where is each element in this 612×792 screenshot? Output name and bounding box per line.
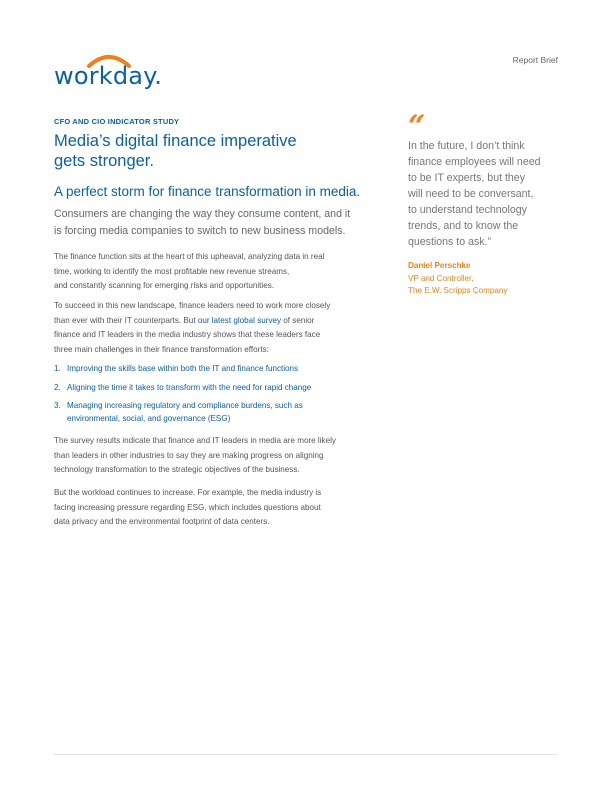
quote-line: trends, and to know the bbox=[408, 220, 519, 232]
quote-line: finance employees will need bbox=[408, 156, 541, 168]
body-paragraph-3 bbox=[54, 434, 384, 478]
list-number: 1. bbox=[54, 364, 61, 373]
author-name: Daniel Perschke bbox=[408, 261, 471, 270]
lead-paragraph bbox=[54, 206, 394, 239]
list-number: 3. bbox=[54, 401, 61, 410]
paragraph-line: than leaders in other industries to say they are making progress on aligning bbox=[54, 450, 324, 460]
list-item-text bbox=[67, 382, 394, 395]
title-line: Media’s digital finance imperative bbox=[54, 132, 297, 150]
page-title bbox=[54, 131, 344, 171]
paragraph-line: The finance function sits at the heart of this upheaval, analyzing data in real bbox=[54, 252, 325, 261]
title-line: gets stronger. bbox=[54, 152, 154, 170]
section-subhead: A perfect storm for finance transformation in media. bbox=[54, 184, 361, 199]
author-company: The E.W. Scripps Company bbox=[408, 286, 508, 295]
quote-line: In the future, I don’t think bbox=[408, 140, 525, 152]
list-item-line: environmental, social, and governance (ESG) bbox=[67, 413, 231, 423]
list-item-line: Aligning the time it takes to transform with the need for rapid change bbox=[67, 382, 312, 392]
lead-line: Consumers are changing the way they consume content, and it bbox=[54, 208, 351, 220]
quote-line: questions to ask.” bbox=[408, 236, 492, 248]
list-item bbox=[54, 400, 394, 425]
quote-attribution bbox=[408, 260, 507, 298]
paragraph-line: three main challenges in their finance transformation efforts: bbox=[54, 344, 269, 354]
paragraph-line: The survey results indicate that finance and IT leaders in media are more likely bbox=[54, 436, 336, 445]
paragraph-line: facing increasing pressure regarding ESG, which includes questions about bbox=[54, 502, 321, 512]
paragraph-line: finance and IT leaders in the media industry shows that these leaders face bbox=[54, 330, 321, 339]
logo-wordmark: workday. bbox=[54, 62, 163, 90]
quote-mark-icon: “ bbox=[408, 109, 426, 144]
paragraph-line bbox=[54, 314, 384, 329]
list-item-text bbox=[67, 363, 394, 376]
workday-logo bbox=[54, 52, 164, 92]
author-role: VP and Controller, bbox=[408, 273, 474, 283]
list-number: 2. bbox=[54, 382, 61, 392]
document-type-label: Report Brief bbox=[512, 55, 558, 65]
quote-line: to be IT experts, but they bbox=[408, 172, 525, 184]
pull-quote bbox=[408, 138, 568, 250]
list-item bbox=[54, 382, 394, 395]
paragraph-line: But the workload continues to increase. For example, the media industry is bbox=[54, 488, 322, 497]
paragraph-line: and constantly scanning for emerging risks and opportunities. bbox=[54, 281, 275, 290]
footer-divider bbox=[54, 754, 558, 755]
list-item-text bbox=[67, 400, 394, 425]
paragraph-line: time, working to identify the most profitable new revenue streams, bbox=[54, 266, 290, 276]
quote-line: will need to be conversant, bbox=[408, 188, 534, 200]
study-eyebrow: CFO AND CIO INDICATOR STUDY bbox=[54, 117, 180, 126]
paragraph-line: technology transformation to the strategic objectives of the business. bbox=[54, 465, 300, 474]
paragraph-text: of senior bbox=[281, 315, 315, 325]
list-item-line: Improving the skills base within both the IT and finance functions bbox=[67, 364, 299, 373]
body-paragraph-1 bbox=[54, 250, 384, 294]
paragraph-text: than ever with their IT counterparts. But bbox=[54, 315, 198, 325]
survey-link[interactable]: our latest global survey bbox=[197, 315, 282, 325]
body-paragraph-4 bbox=[54, 486, 384, 530]
paragraph-line: data privacy and the environmental footprint of data centers. bbox=[54, 517, 270, 526]
paragraph-line: To succeed in this new landscape, finance leaders need to work more closely bbox=[54, 301, 331, 310]
quote-line: to understand technology bbox=[408, 204, 527, 216]
list-item bbox=[54, 363, 394, 376]
list-item-line: Managing increasing regulatory and compliance burdens, such as bbox=[67, 401, 303, 410]
body-paragraph-2 bbox=[54, 299, 384, 357]
challenges-list bbox=[54, 363, 394, 431]
lead-line: is forcing media companies to switch to new business models. bbox=[54, 224, 346, 237]
